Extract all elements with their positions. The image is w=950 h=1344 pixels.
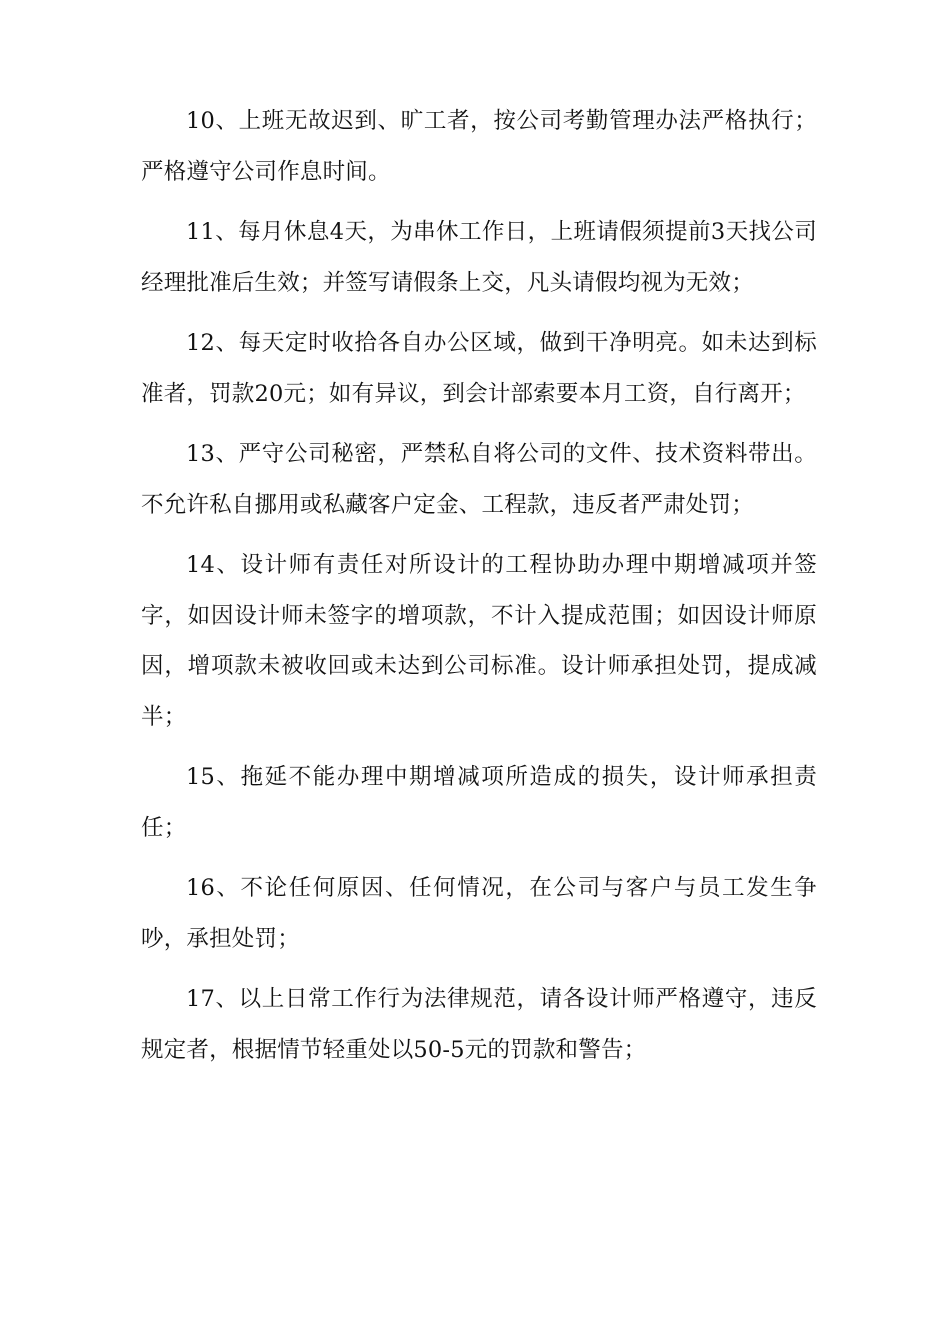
- rule-paragraph-17: 17、以上日常工作行为法律规范，请各设计师严格遵守，违反规定者，根据情节轻重处以50-5元的罚款和警告；: [141, 986, 817, 1063]
- rule-paragraph-16: 16、不论任何原因、任何情况，在公司与客户与员工发生争吵，承担处罚；: [141, 875, 817, 952]
- rule-paragraph-11: 11、每月休息4天，为串休工作日，上班请假须提前3天找公司经理批准后生效；并签写请假条上交，凡头请假均视为无效；: [141, 219, 817, 296]
- rule-paragraph-12: 12、每天定时收拾各自办公区域，做到干净明亮。如未达到标准者，罚款20元；如有异议，到会计部索要本月工资，自行离开；: [141, 330, 817, 407]
- rule-paragraph-13: 13、严守公司秘密，严禁私自将公司的文件、技术资料带出。不允许私自挪用或私藏客户定金、工程款，违反者严肃处罚；: [141, 441, 817, 518]
- document-body: [141, 96, 817, 1085]
- rule-paragraph-10: 10、上班无故迟到、旷工者，按公司考勤管理办法严格执行；严格遵守公司作息时间。: [141, 108, 817, 185]
- rule-paragraph-15: 15、拖延不能办理中期增减项所造成的损失，设计师承担责任；: [141, 764, 817, 841]
- rule-paragraph-14: 14、设计师有责任对所设计的工程协助办理中期增减项并签字，如因设计师未签字的增项款，不计入提成范围；如因设计师原因，增项款未被收回或未达到公司标准。设计师承担处罚，提成减半；: [141, 552, 817, 730]
